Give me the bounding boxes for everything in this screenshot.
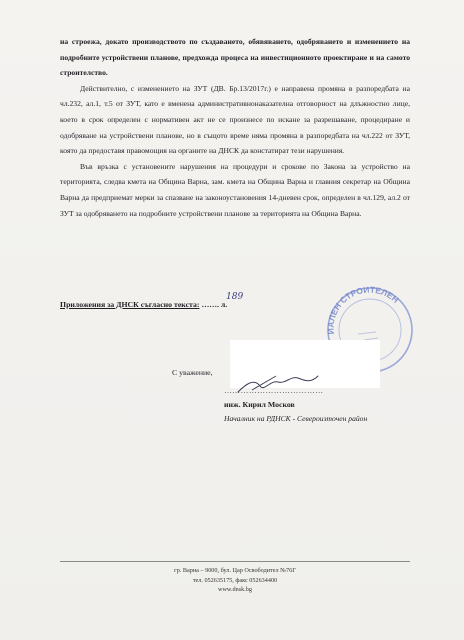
appendix-label: Приложения за ДНСК съгласно текста: [60, 300, 200, 309]
stamp-text: ИАЛЕН СТРОИТЕЛЕН [325, 284, 401, 335]
footer-phone: тел. 052635175, факс 052634400 [192, 576, 278, 584]
footer-divider [60, 561, 410, 562]
svg-text:ИАЛЕН СТРОИТЕЛЕН [325, 284, 400, 334]
handwritten-signature [232, 372, 322, 398]
footer-website: www.dnsk.bg [218, 586, 252, 594]
signer-name: инж. Кирил Москов [224, 400, 295, 409]
footer-address: гр. Варна – 9000, бул. Цар Освободител №76Г [174, 567, 296, 574]
paragraph-2: Действително, с изменението на ЗУТ (ДВ. Бр.13/2017г.) е направена промяна в разпоредбата на чл.232, ал.1, т.5 от ЗУТ, като е вменена административнонаказателна отговорност на длъжностно лице, което в срок определен с нормативен акт не се произнесе по искане за разрешаване, процедиране и одобряване на устройствени планове, но в същото време няма промяна в разпоредбата на чл.222 от ЗУТ, която да предоставя правомощия на органите на ДНСК да констатират тези нарушения. [60, 83, 410, 156]
appendix-line [60, 300, 227, 309]
regards-text: С уважение, [172, 368, 213, 377]
letter-body [60, 34, 410, 221]
paragraph-1: на строежа, докато производството по създаването, обявяването, одобряването и изменението на подробните устройствени планове, предхожда процеса на инвестиционното проектиране и на самото строителство. [60, 37, 410, 78]
signer-title: Началник на РДНСК - Североизточен район [224, 414, 368, 423]
paragraph-3: Във връзка с установените нарушения на процедури и срокове по Закона за устройство на територията, следва кмета на Община Варна, зам. кмета на Община Варна и главния секретар на Община Варна да предприемат мерки за спазване на законоустановения 14-дневен срок, определен в чл.129, ал.2 от ЗУТ за одобряването на подробните устройствени планове за територията на Община Варна. [60, 161, 410, 218]
footer [60, 566, 410, 595]
appendix-value: ……. л. [201, 300, 228, 309]
signature-line: ……………………………… [224, 386, 324, 395]
appendix-handwritten-count: 189 [226, 292, 244, 302]
